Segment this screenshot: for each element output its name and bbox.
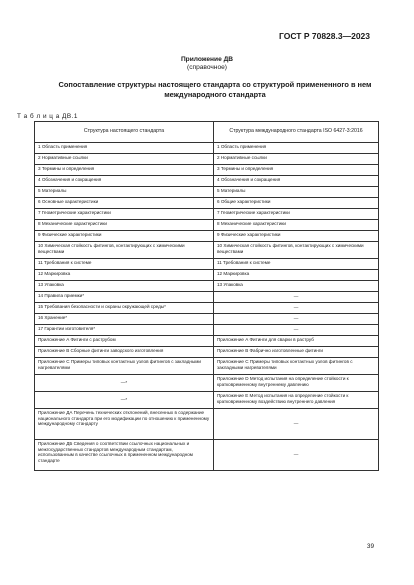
column-header-left: Структура настоящего стандарта <box>35 122 214 143</box>
cell-left: 8 Механические характеристики <box>35 220 214 231</box>
cell-left: 9 Физические характеристики <box>35 231 214 242</box>
table-row <box>35 209 379 220</box>
table-label: Т а б л и ц а ДВ.1 <box>17 113 78 120</box>
table-row <box>35 409 379 440</box>
table-header-row <box>35 122 379 143</box>
cell-right: — <box>214 409 379 440</box>
cell-left: 12 Маркировка <box>35 270 214 281</box>
table-row <box>35 165 379 176</box>
table-row <box>35 358 379 375</box>
cell-left: Приложение ДА Перечень технических отклонений, внесенных в содержание национального стандарта при его модификации по отношению к примененному международному стандарту <box>35 409 214 440</box>
appendix-heading <box>0 56 414 72</box>
column-header-right: Структура международного стандарта ISO 6427-3:2016 <box>214 122 379 143</box>
cell-right: 7 Геометрические характеристики <box>214 209 379 220</box>
document-number: ГОСТ Р 70828.3—2023 <box>279 31 370 41</box>
cell-left: 6 Основные характеристики <box>35 198 214 209</box>
cell-left: 2 Нормативные ссылки <box>35 154 214 165</box>
cell-right: 2 Нормативные ссылки <box>214 154 379 165</box>
cell-right: 12 Маркировка <box>214 270 379 281</box>
table-row <box>35 292 379 303</box>
structure-comparison-table <box>34 121 379 471</box>
cell-right: — <box>214 325 379 336</box>
cell-left: 17 Гарантии изготовителя* <box>35 325 214 336</box>
cell-left: 14 Правила приемки* <box>35 292 214 303</box>
cell-left: 5 Материалы <box>35 187 214 198</box>
cell-right: 6 Общие характеристики <box>214 198 379 209</box>
table-row <box>35 187 379 198</box>
cell-right: 10 Химическая стойкость фитингов, контактирующих с химическими веществами <box>214 242 379 259</box>
cell-right: Приложение Е Метод испытания на определение стойкости к кратковременному воздействию внутреннего давления <box>214 392 379 409</box>
table-row <box>35 259 379 270</box>
table-row <box>35 281 379 292</box>
cell-right: 4 Обозначения и сокращения <box>214 176 379 187</box>
table-row <box>35 270 379 281</box>
table-row <box>35 198 379 209</box>
table-row <box>35 440 379 471</box>
cell-left: 13 Упаковка <box>35 281 214 292</box>
cell-left: Приложение ДБ Сведения о соответствии ссылочных национальных и межгосударственных стандартов международным стандартам, использованным в качестве ссылочных в примененном международном стандарте <box>35 440 214 471</box>
cell-right: 5 Материалы <box>214 187 379 198</box>
cell-left: 15 Требования безопасности и охраны окружающей среды* <box>35 303 214 314</box>
table-row <box>35 314 379 325</box>
table-row <box>35 303 379 314</box>
cell-right: 9 Физические характеристики <box>214 231 379 242</box>
page-number: 39 <box>366 543 374 550</box>
cell-right: Приложение D Метод испытания на определение стойкости к кратковременному внутреннему давлению <box>214 375 379 392</box>
cell-right: — <box>214 314 379 325</box>
cell-left: Приложение А Фитинги с раструбом <box>35 336 214 347</box>
appendix-label: Приложение ДВ <box>180 56 234 63</box>
table-row <box>35 375 379 392</box>
cell-right: — <box>214 303 379 314</box>
cell-right: 3 Термины и определения <box>214 165 379 176</box>
cell-left: 16 Хранение* <box>35 314 214 325</box>
cell-right: Приложение С Примеры типовых контактных узлов фитингов с закладными нагревателями <box>214 358 379 375</box>
table-row <box>35 392 379 409</box>
cell-left: 10 Химическая стойкость фитингов, контактирующих с химическими веществами <box>35 242 214 259</box>
cell-right: Приложение В Фабрично изготовленные фитинги <box>214 347 379 358</box>
table-row <box>35 154 379 165</box>
cell-left: Приложение В Сборные фитинги заводского изготовления <box>35 347 214 358</box>
table-row <box>35 231 379 242</box>
table-row <box>35 325 379 336</box>
cell-left: 3 Термины и определения <box>35 165 214 176</box>
table-row <box>35 143 379 154</box>
cell-right: 1 Область применения <box>214 143 379 154</box>
cell-left: Приложение С Примеры типовых контактных узлов фитингов с закладными нагревателями <box>35 358 214 375</box>
cell-left: 11 Требования к системе <box>35 259 214 270</box>
cell-left: 4 Обозначения и сокращения <box>35 176 214 187</box>
cell-left: —* <box>35 375 214 392</box>
table-row <box>35 347 379 358</box>
appendix-title: Сопоставление структуры настоящего стандарта со структурой примененного в нем международного стандарта <box>58 80 372 99</box>
cell-right: Приложение А Фитинги для сварки в раструб <box>214 336 379 347</box>
table-row <box>35 336 379 347</box>
cell-left: 7 Геометрические характеристики <box>35 209 214 220</box>
cell-right: — <box>214 440 379 471</box>
table-row <box>35 220 379 231</box>
cell-right: 8 Механические характеристики <box>214 220 379 231</box>
cell-left: —* <box>35 392 214 409</box>
cell-left: 1 Область применения <box>35 143 214 154</box>
cell-right: 13 Упаковка <box>214 281 379 292</box>
table-row <box>35 242 379 259</box>
cell-right: — <box>214 292 379 303</box>
cell-right: 11 Требования к системе <box>214 259 379 270</box>
table-row <box>35 176 379 187</box>
appendix-sublabel: (справочное) <box>187 64 227 71</box>
